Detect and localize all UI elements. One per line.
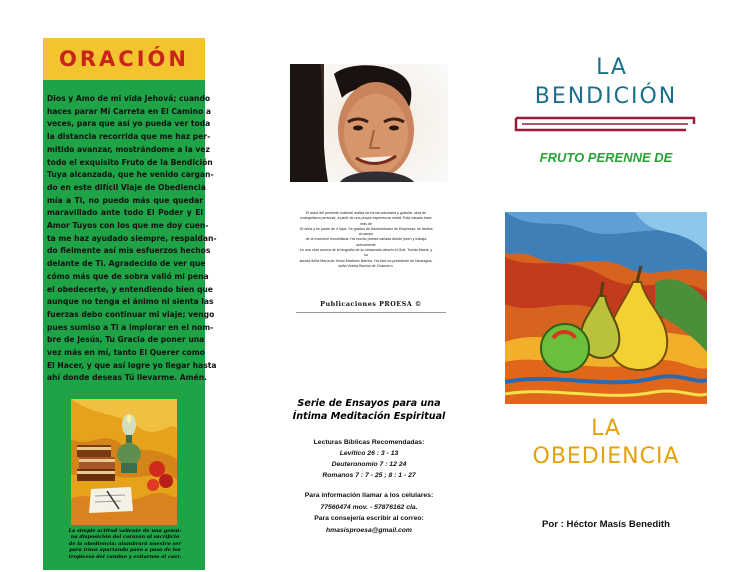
email-label: Para consejería escribir al correo: [314, 515, 424, 522]
prayer-line: ta me haz ayudado siempre, respaldan- [47, 233, 217, 243]
readings-title: Lecturas Bíblicas Recomendadas: [313, 439, 425, 446]
bio-line: en una obra acerca de la biografía de su destacado abuelo el Gral. Tomás Masís, y su [299, 248, 433, 258]
prayer-line: aunque no tenga el ánimo ni sienta las [47, 297, 214, 307]
contact-info [280, 490, 458, 536]
series-line: Íntima Meditación Espiritual [292, 411, 446, 422]
prayer-text [47, 93, 217, 385]
oil-lamp-painting [71, 399, 177, 525]
obedience-line-word: OBEDIENCIA [532, 444, 680, 469]
author-credit: Por : Héctor Masís Benedith [542, 519, 670, 530]
reading-item: Deuteronomio 7 : 12 24 [331, 461, 407, 468]
prayer-line: bre de Jesús, Tu Gracia de poner una [47, 335, 205, 345]
caption-line: de la obediencia; alumbrará nuestro ser [68, 540, 182, 547]
bio-line: de la Inversión Inmobiliaria. Ha escrito poesía variada desde joven y trabaja activamente [305, 237, 427, 247]
prayer-line: ahí donde deseas Tú llevarme. Amén. [47, 373, 208, 383]
prayer-line: Dios y Amo de mi vida Jehová; cuando [47, 94, 211, 103]
prayer-line: haces parar Mi Carreta en El Camino a [47, 106, 211, 116]
bio-line: El autor del presente material realiza de forma voluntaria y gratuita, obra de [305, 211, 427, 215]
title-line-bendicion: BENDICIÓN [534, 84, 678, 109]
prayer-line: mitido avanzar, mostrándome a la vez [47, 144, 210, 154]
prayer-line: mía a Ti, no puedo más que quedar [47, 195, 203, 205]
reading-item: Levítico 26 : 3 - 13 [339, 450, 399, 457]
prayer-line: todo el exquisito Fruto de la Bendición [47, 157, 213, 167]
prayer-line: el obedecerte, y entendiendo bien que [47, 284, 213, 294]
reading-item: Romanos 7 : 7 - 25 ; 8 : 1 - 27 [322, 472, 416, 479]
fruit-painting [505, 212, 707, 404]
prayer-line: pues sumiso a Ti a implorar en el nom- [47, 322, 214, 332]
publisher-name: Publicaciones PROESA © [320, 300, 422, 308]
oracion-title: ORACIÓN [59, 47, 189, 71]
bio-line: evangelismo personal, a partir de una propia experiencia vivida. Está casado hace más de [300, 216, 432, 226]
subtitle: FRUTO PERENNE DE [539, 150, 673, 165]
prayer-line: do fielmente así mis esfuerzos hechos [47, 246, 211, 256]
title-line-la: LA [596, 55, 628, 80]
publisher-divider [296, 312, 446, 313]
prayer-line: cómo más que de sobra valió mi pena [47, 271, 209, 281]
caption-line: na disposición del corazón al sacrificio [70, 534, 180, 541]
bio-line: abuela doña María de Jesús Martínez Barrios. Ha sido ex-presidente de Nicaragua, [299, 258, 433, 263]
author-portrait [290, 64, 448, 182]
prayer-line: El Hacer, y que así logre yo llegar hasta [47, 360, 217, 370]
prayer-line: Amor Tuyos con los que me doy cuen- [47, 221, 209, 231]
author-bio [299, 211, 433, 269]
phone-numbers: 77560474 mov. - 57876162 cla. [320, 503, 418, 511]
prayer-line: Tuya alcanzada, que he venido cargan- [47, 170, 214, 180]
bio-line: 30 años y es padre de 4 hijos. Se graduó de Administrador de Empresas, se dedica al campo [299, 226, 433, 237]
lamp-caption [60, 528, 190, 560]
prayer-line: la distancia recorrida que me haz per- [47, 132, 211, 142]
prayer-line: delante de Ti. Agradecido de ver que [47, 259, 206, 269]
series-line: Serie de Ensayos para una [297, 398, 441, 409]
series-title [280, 397, 458, 423]
oracion-banner [43, 38, 205, 80]
caption-line: para irnos apartando paso a paso de los [69, 547, 181, 554]
contact-label: Para información llamar a los celulares: [304, 492, 434, 499]
caption-line: La simple actitud valiente de una genui- [68, 528, 182, 534]
prayer-line: maravillado ante todo El Poder y El [47, 208, 203, 218]
decorative-lines [512, 114, 698, 134]
obedience-line-la: LA [591, 416, 621, 441]
prayer-line: vez más en mí, tanto El Querer como [47, 348, 205, 358]
bio-line: doña Violeta Barrios de Chamorro. [338, 263, 394, 268]
prayer-line: veces, para que así yo pueda ver toda [47, 119, 211, 129]
caption-line: tropiezos del camino y evitarnos el caer. [68, 553, 182, 560]
prayer-line: fuerzas debo continuar mi viaje; vengo [47, 309, 215, 319]
recommended-readings [280, 437, 458, 481]
email-address[interactable]: hmasisproesa@gmail.com [326, 526, 412, 534]
prayer-line: do en este difícil Viaje de Obediencia [47, 182, 206, 192]
